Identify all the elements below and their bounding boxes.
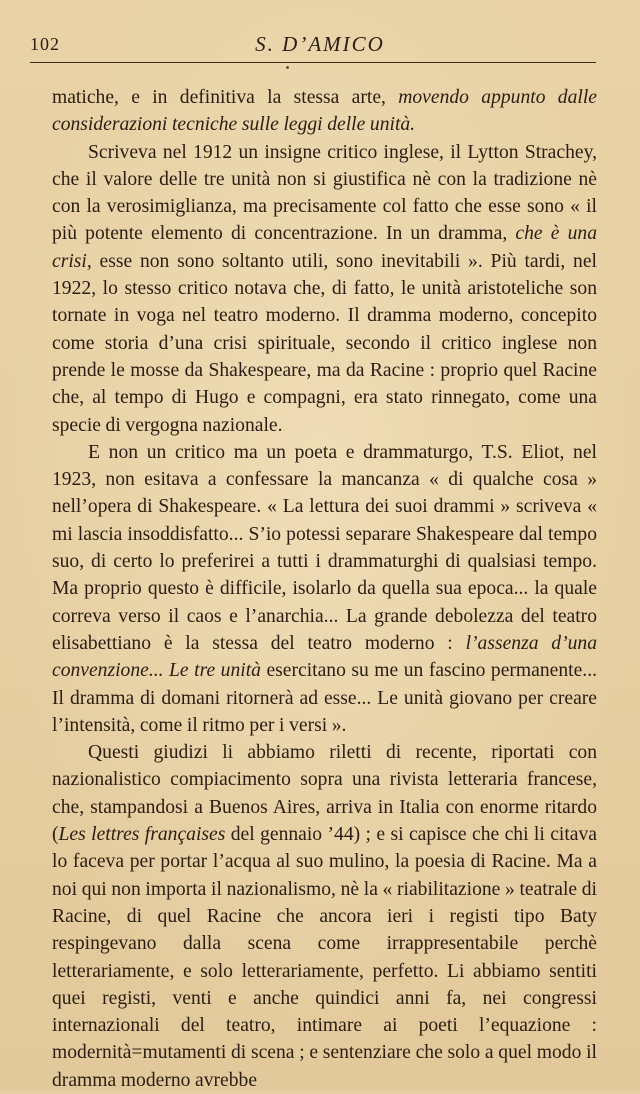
body-text <box>52 84 597 1094</box>
text-span: esse non sono soltanto utili, sono inevitabili ». Più tardi, nel 1922, lo stesso critico notava che, di fatto, le unità aristoteliche son tornate in voga nel teatro moderno. Il dramma moderno, concepito come storia d’una crisi spirituale, secondo il critico inglese non prende le mosse da Shakespeare, ma da Racine : proprio quel Racine che, al tempo di Hugo e compagni, era stato rinnegato, come una specie di vergogna nazionale. <box>52 250 597 436</box>
paragraph-3 <box>52 439 597 739</box>
text-span: matiche, e in definitiva la stessa arte, <box>52 87 399 108</box>
italic-span: Les lettres françaises <box>58 824 226 846</box>
running-head <box>0 30 640 60</box>
italic-span: che è una crisi, <box>52 223 597 272</box>
italic-span: l’assenza d’una convenzione... Le tre unità <box>52 632 597 682</box>
text-span: E non un critico ma un poeta e drammaturgo, T.S. Eliot, nel 1923, non esitava a confessare la mancanza « di qualche cosa » nell’opera di Shakespeare. « La lettura dei suoi drammi » scriveva « mi lascia insoddisfatto... S’io potessi separare Shakespeare dal tempo suo, di certo lo preferirei a tutti i drammaturghi di qualsiasi tempo. Ma proprio questo è difficile, isolarlo da quella sua epoca... la quale correva verso il caos e l’anarchia... La grande debolezza del teatro elisabettiano è la stessa del teatro moderno : <box>52 441 597 654</box>
header-rule <box>30 62 596 63</box>
running-title: S. D’AMICO <box>255 32 385 56</box>
paragraph-4 <box>52 739 597 1094</box>
text-span: Scriveva nel 1912 un insigne critico inglese, il Lytton Strachey, che il valore delle tre unità non si giustifica nè con la tradizione nè con la verosimiglianza, ma precisamente col fatto che esse sono « il più potente elemento di concentrazione. In un dramma, <box>52 141 597 245</box>
text-span: Questi giudizi li abbiamo riletti di recente, riportati con nazionalistico compiacimento sopra una rivista letteraria francese, che, stampandosi a Buenos Aires, arriva in Italia con enorme ritardo ( <box>52 742 597 846</box>
paragraph-2 <box>52 139 597 439</box>
page-number: 102 <box>30 34 60 54</box>
italic-span: movendo appunto dalle considerazioni tecniche sulle leggi delle unità. <box>52 87 597 136</box>
paragraph-1 <box>52 84 597 139</box>
rule-ornament-dot <box>286 66 289 69</box>
text-span: del gennaio ’44) ; e si capisce che chi li citava lo faceva per portar l’acqua al suo mulino, la poesia di Racine. Ma a noi qui non importa il nazionalismo, nè la « riabilitazione » teatrale di Racine, di quel Racine che ancora ieri i registi tipo Baty respingevano dalla scena come irrappresentabile perchè letterariamente, e solo letterariamente, perfetto. Li abbiamo sentiti quei registi, venti e anche quindici anni fa, nei congressi internazionali del teatro, intimare ai poeti l’equazione : modernità=mutamenti di scena ; e sentenziare che solo a quel modo il dramma moderno avrebbe <box>52 824 597 1091</box>
text-span: esercitano su me un fascino permanente... Il dramma di domani ritornerà ad esse... Le unità giovano per creare l’intensità, come il ritmo per i versi ». <box>52 660 597 736</box>
